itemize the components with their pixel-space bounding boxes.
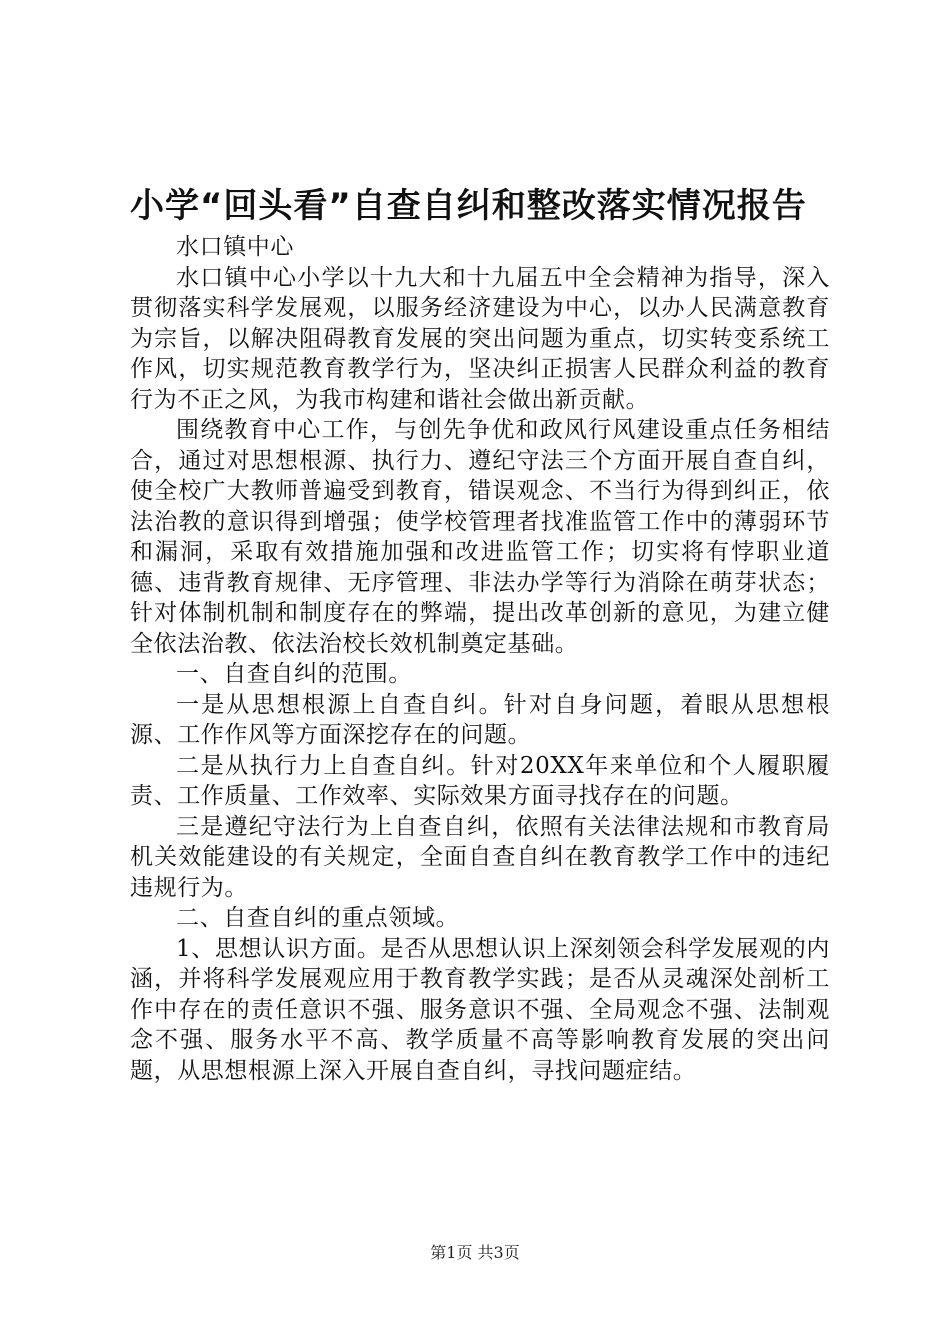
paragraph: 水口镇中心小学以十九大和十九届五中全会精神为指导，深入贯彻落实科学发展观，以服务经济建设为中心，以办人民满意教育为宗旨，以解决阻碍教育发展的突出问题为重点，切实转变系统工作风，切实规范教育教学行为，坚决纠正损害人民群众利益的教育行为不正之风，为我市构建和谐社会做出新贡献。	[130, 264, 830, 413]
paragraph: 二是从执行力上自查自纠。针对20XX年来单位和个人履职履责、工作质量、工作效率、实际效果方面寻找存在的问题。	[130, 752, 830, 809]
paragraph: 一是从思想根源上自查自纠。针对自身问题，着眼从思想根源、工作作风等方面深挖存在的问题。	[130, 691, 830, 748]
document-title: 小学“回头看”自查自纠和整改落实情况报告	[130, 186, 807, 226]
paragraph: 围绕教育中心工作，与创先争优和政风行风建设重点任务相结合，通过对思想根源、执行力、遵纪守法三个方面开展自查自纠，使全校广大教师普遍受到教育，错误观念、不当行为得到纠正，依法治教的意识得到增强；使学校管理者找准监管工作中的薄弱环节和漏洞，采取有效措施加强和改进监管工作；切实将有悖职业道德、违背教育规律、无序管理、非法办学等行为消除在萌芽状态；针对体制机制和制度存在的弊端，提出改革创新的意见，为建立健全依法治教、依法治校长效机制奠定基础。	[130, 417, 830, 657]
paragraph: 1、思想认识方面。是否从思想认识上深刻领会科学发展观的内涵，并将科学发展观应用于教育教学实践；是否从灵魂深处剖析工作中存在的责任意识不强、服务意识不强、全局观念不强、法制观念不强、服务水平不高、教学质量不高等影响教育发展的突出问题，从思想根源上深入开展自查自纠，寻找问题症结。	[130, 935, 830, 1084]
paragraph: 三是遵纪守法行为上自查自纠，依照有关法律法规和市教育局机关效能建设的有关规定，全面自查自纠在教育教学工作中的违纪违规行为。	[130, 813, 830, 901]
author-line: 水口镇中心	[176, 234, 294, 260]
document-body	[130, 232, 830, 1086]
section-heading: 一、自查自纠的范围。	[176, 661, 412, 687]
page-footer: 第1页 共3页	[430, 1243, 520, 1262]
section-heading: 二、自查自纠的重点领域。	[176, 905, 460, 931]
document-page	[130, 180, 830, 1086]
